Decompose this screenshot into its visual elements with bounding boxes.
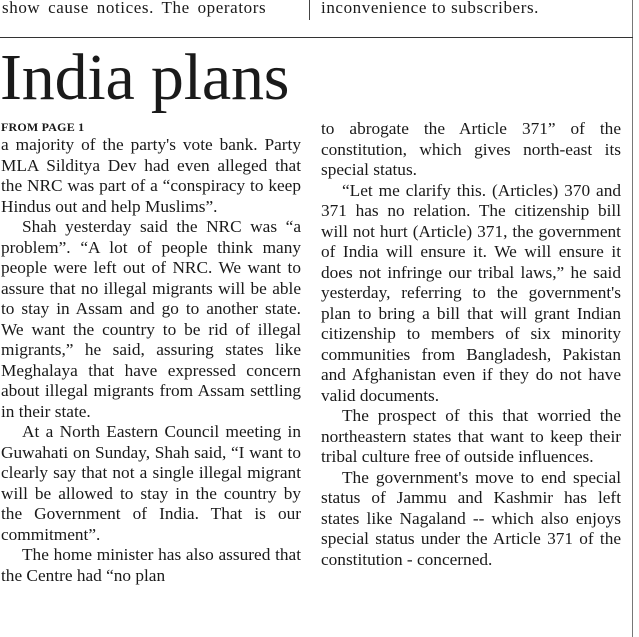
paragraph: to abrogate the Article 371” of the constitution, which gives north-east its special status. [321,119,621,179]
paragraph: The prospect of this that worried the northeastern states that want to keep their tribal culture free of outside influences. [321,406,621,466]
paragraph: Shah yesterday said the NRC was “a problem”. “A lot of people think many people were left out of NRC. We want to assure that no illegal migrants will be able to stay in Assam and go to another state. We want the country to be rid of illegal migrants,” he said, assuring states like Meghalaya that have expressed concern about illegal migrants from Assam settling in their state. [1,217,301,421]
article-column-right [321,119,621,570]
previous-article-tail-left: show cause notices. The operators [2,0,267,17]
paragraph: At a North Eastern Council meeting in Guwahati on Sunday, Shah said, “I want to clearly say that not a single illegal migrant will be allowed to stay in the country by the Government of India. That is our commitment”. [1,422,301,544]
previous-article-tail-right: inconvenience to subscribers. [321,0,540,17]
paragraph: The government's move to end special status of Jammu and Kashmir has left states like Nagaland -- which also enjoys special status under the Article 371 of the constitution - concerned. [321,467,621,569]
page-edge-rule [632,0,633,637]
article-column-left [1,118,301,586]
continuation-dateline: FROM PAGE 1 [1,120,85,134]
column-divider [309,0,310,20]
paragraph: The home minister has also assured that the Centre had “no plan [1,545,301,585]
paragraph: “Let me clarify this. (Articles) 370 and 371 has no relation. The citizenship bill will not hurt (Article) 371, the government of India will ensure it. We will ensure it does not infringe our tribal laws,” he said yesterday, referring to the government's plan to bring a bill that will grant Indian citizenship to members of six minority communities from Bangladesh, Pakistan and Afghanistan even if they do not have valid documents. [321,180,621,405]
article-separator-rule [0,37,633,38]
paragraph: a majority of the party's vote bank. Party MLA Silditya Dev had even alleged that the NRC was part of a “conspiracy to keep Hindus out and help Muslims”. [1,135,301,216]
article-headline: India plans [0,41,290,114]
